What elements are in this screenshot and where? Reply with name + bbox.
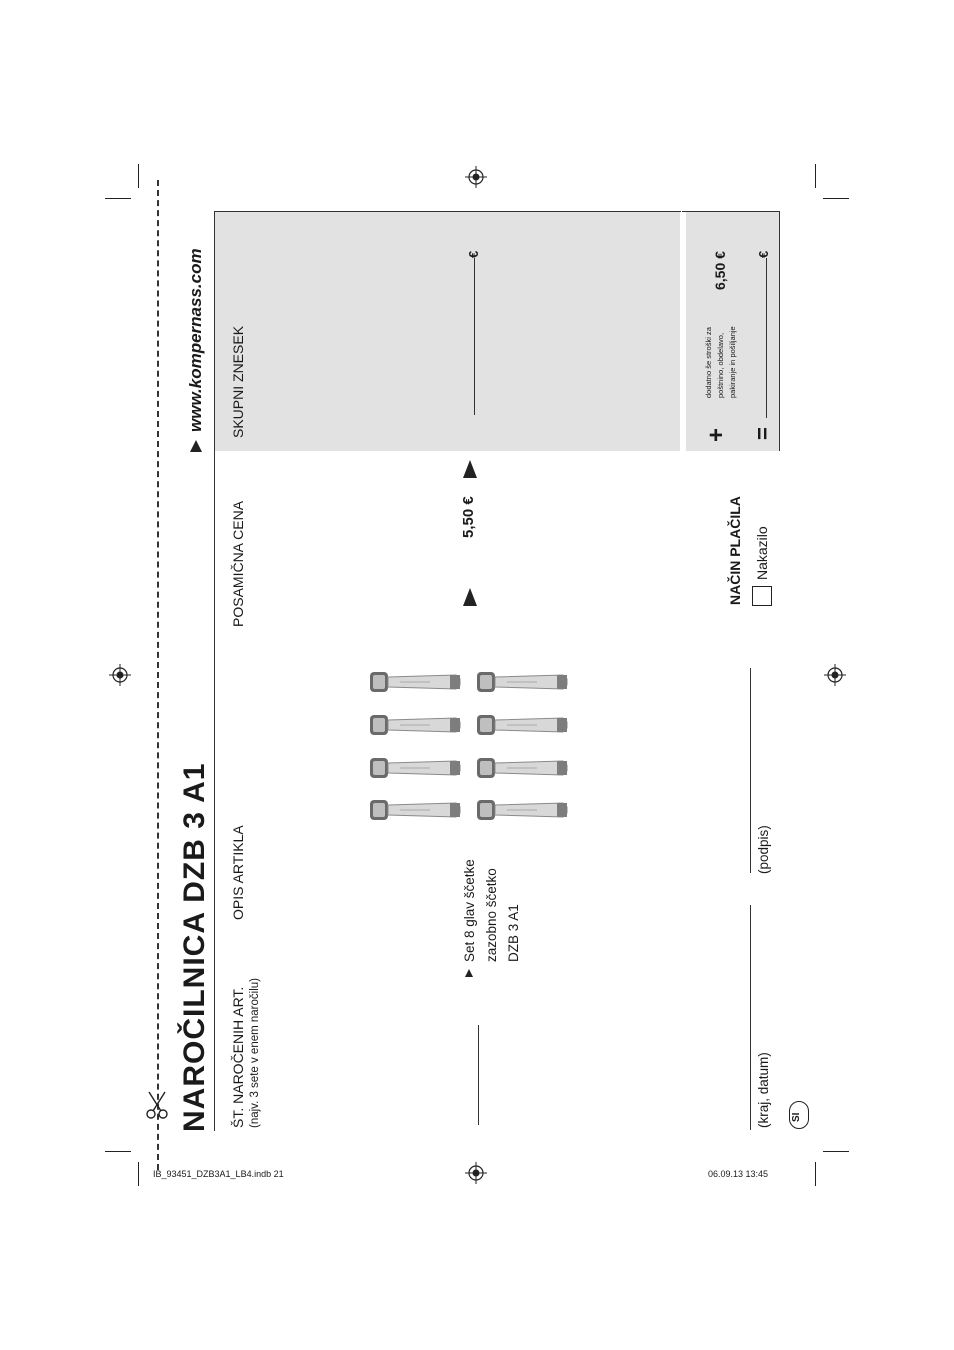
signature-line[interactable] [750, 668, 751, 873]
website-url[interactable]: www.kompernass.com [186, 248, 205, 432]
registration-mark-icon [465, 166, 487, 188]
crop-mark [105, 198, 131, 199]
total-column-shade [214, 211, 680, 451]
crop-mark [815, 164, 816, 188]
footer-datetime: 06.09.13 13:45 [708, 1169, 769, 1179]
quantity-input-line[interactable] [478, 1025, 479, 1125]
item-description-line: DZB 3 A1 [506, 904, 521, 962]
brush-head-icon [370, 670, 462, 694]
total-column-header: SKUPNI ZNESEK [230, 325, 246, 438]
shipping-amount: 6,50 € [712, 251, 728, 290]
grand-total-currency: € [756, 250, 771, 258]
scissors-icon [144, 1090, 170, 1120]
qty-column-header: ŠT. NAROČENIH ART. [230, 986, 246, 1128]
unit-price-column-header: POSAMIČNA CENA [230, 500, 246, 627]
payment-method-label: NAČIN PLAČILA [727, 496, 743, 605]
triangle-arrow-icon [462, 459, 478, 479]
brush-head-icon [370, 798, 462, 822]
registration-mark-icon [109, 664, 131, 686]
cut-line [157, 180, 159, 1170]
crop-mark [815, 1162, 816, 1186]
equals-sign: = [750, 427, 775, 440]
crop-mark [823, 198, 849, 199]
payment-transfer-checkbox[interactable] [752, 586, 772, 606]
item-description-line: zazobno ščetko [484, 868, 499, 962]
shipping-note-line: dodatno še stroški za [704, 327, 713, 398]
crop-mark [138, 1162, 139, 1186]
triangle-arrow-icon [188, 438, 204, 454]
item-total-input-line[interactable] [474, 258, 475, 415]
frame-line [214, 211, 215, 1131]
item-description-line: Set 8 glav ščetke [462, 859, 477, 962]
qty-column-note: (najv. 3 sete v enem naročilu) [249, 978, 261, 1128]
grand-total-input-line[interactable] [766, 258, 767, 418]
registration-mark-icon [824, 664, 846, 686]
country-badge-label: SI [791, 1112, 802, 1122]
frame-line [779, 211, 780, 451]
item-total-currency: € [466, 250, 481, 258]
place-date-label: (kraj, datum) [756, 1052, 771, 1128]
brush-head-icon [477, 713, 569, 737]
shipping-note-line: pakiranje in pošiljanje [728, 326, 737, 398]
unit-price-value: 5,50 € [460, 496, 477, 538]
brush-head-icon [477, 756, 569, 780]
brush-head-icon [370, 713, 462, 737]
crop-mark [138, 164, 139, 188]
description-column-header: OPIS ARTIKLA [230, 825, 246, 920]
place-date-line[interactable] [750, 905, 751, 1130]
payment-transfer-label: Nakazilo [754, 526, 770, 580]
triangle-arrow-icon [462, 587, 478, 607]
plus-sign: + [703, 427, 730, 442]
crop-mark [823, 1151, 849, 1152]
shipping-note-line: poštnino, obdelavo, [716, 332, 725, 398]
brush-head-icon [370, 756, 462, 780]
crop-mark [105, 1151, 131, 1152]
brush-head-icon [477, 670, 569, 694]
triangle-arrow-icon [464, 968, 474, 978]
registration-mark-icon [465, 1162, 487, 1184]
footer-file: IB_93451_DZB3A1_LB4.indb 21 [153, 1169, 284, 1179]
signature-label: (podpis) [756, 825, 771, 874]
frame-line [681, 211, 682, 451]
brush-head-icon [477, 798, 569, 822]
page-title: NAROČILNICA DZB 3 A1 [178, 762, 211, 1132]
frame-line [214, 211, 780, 212]
